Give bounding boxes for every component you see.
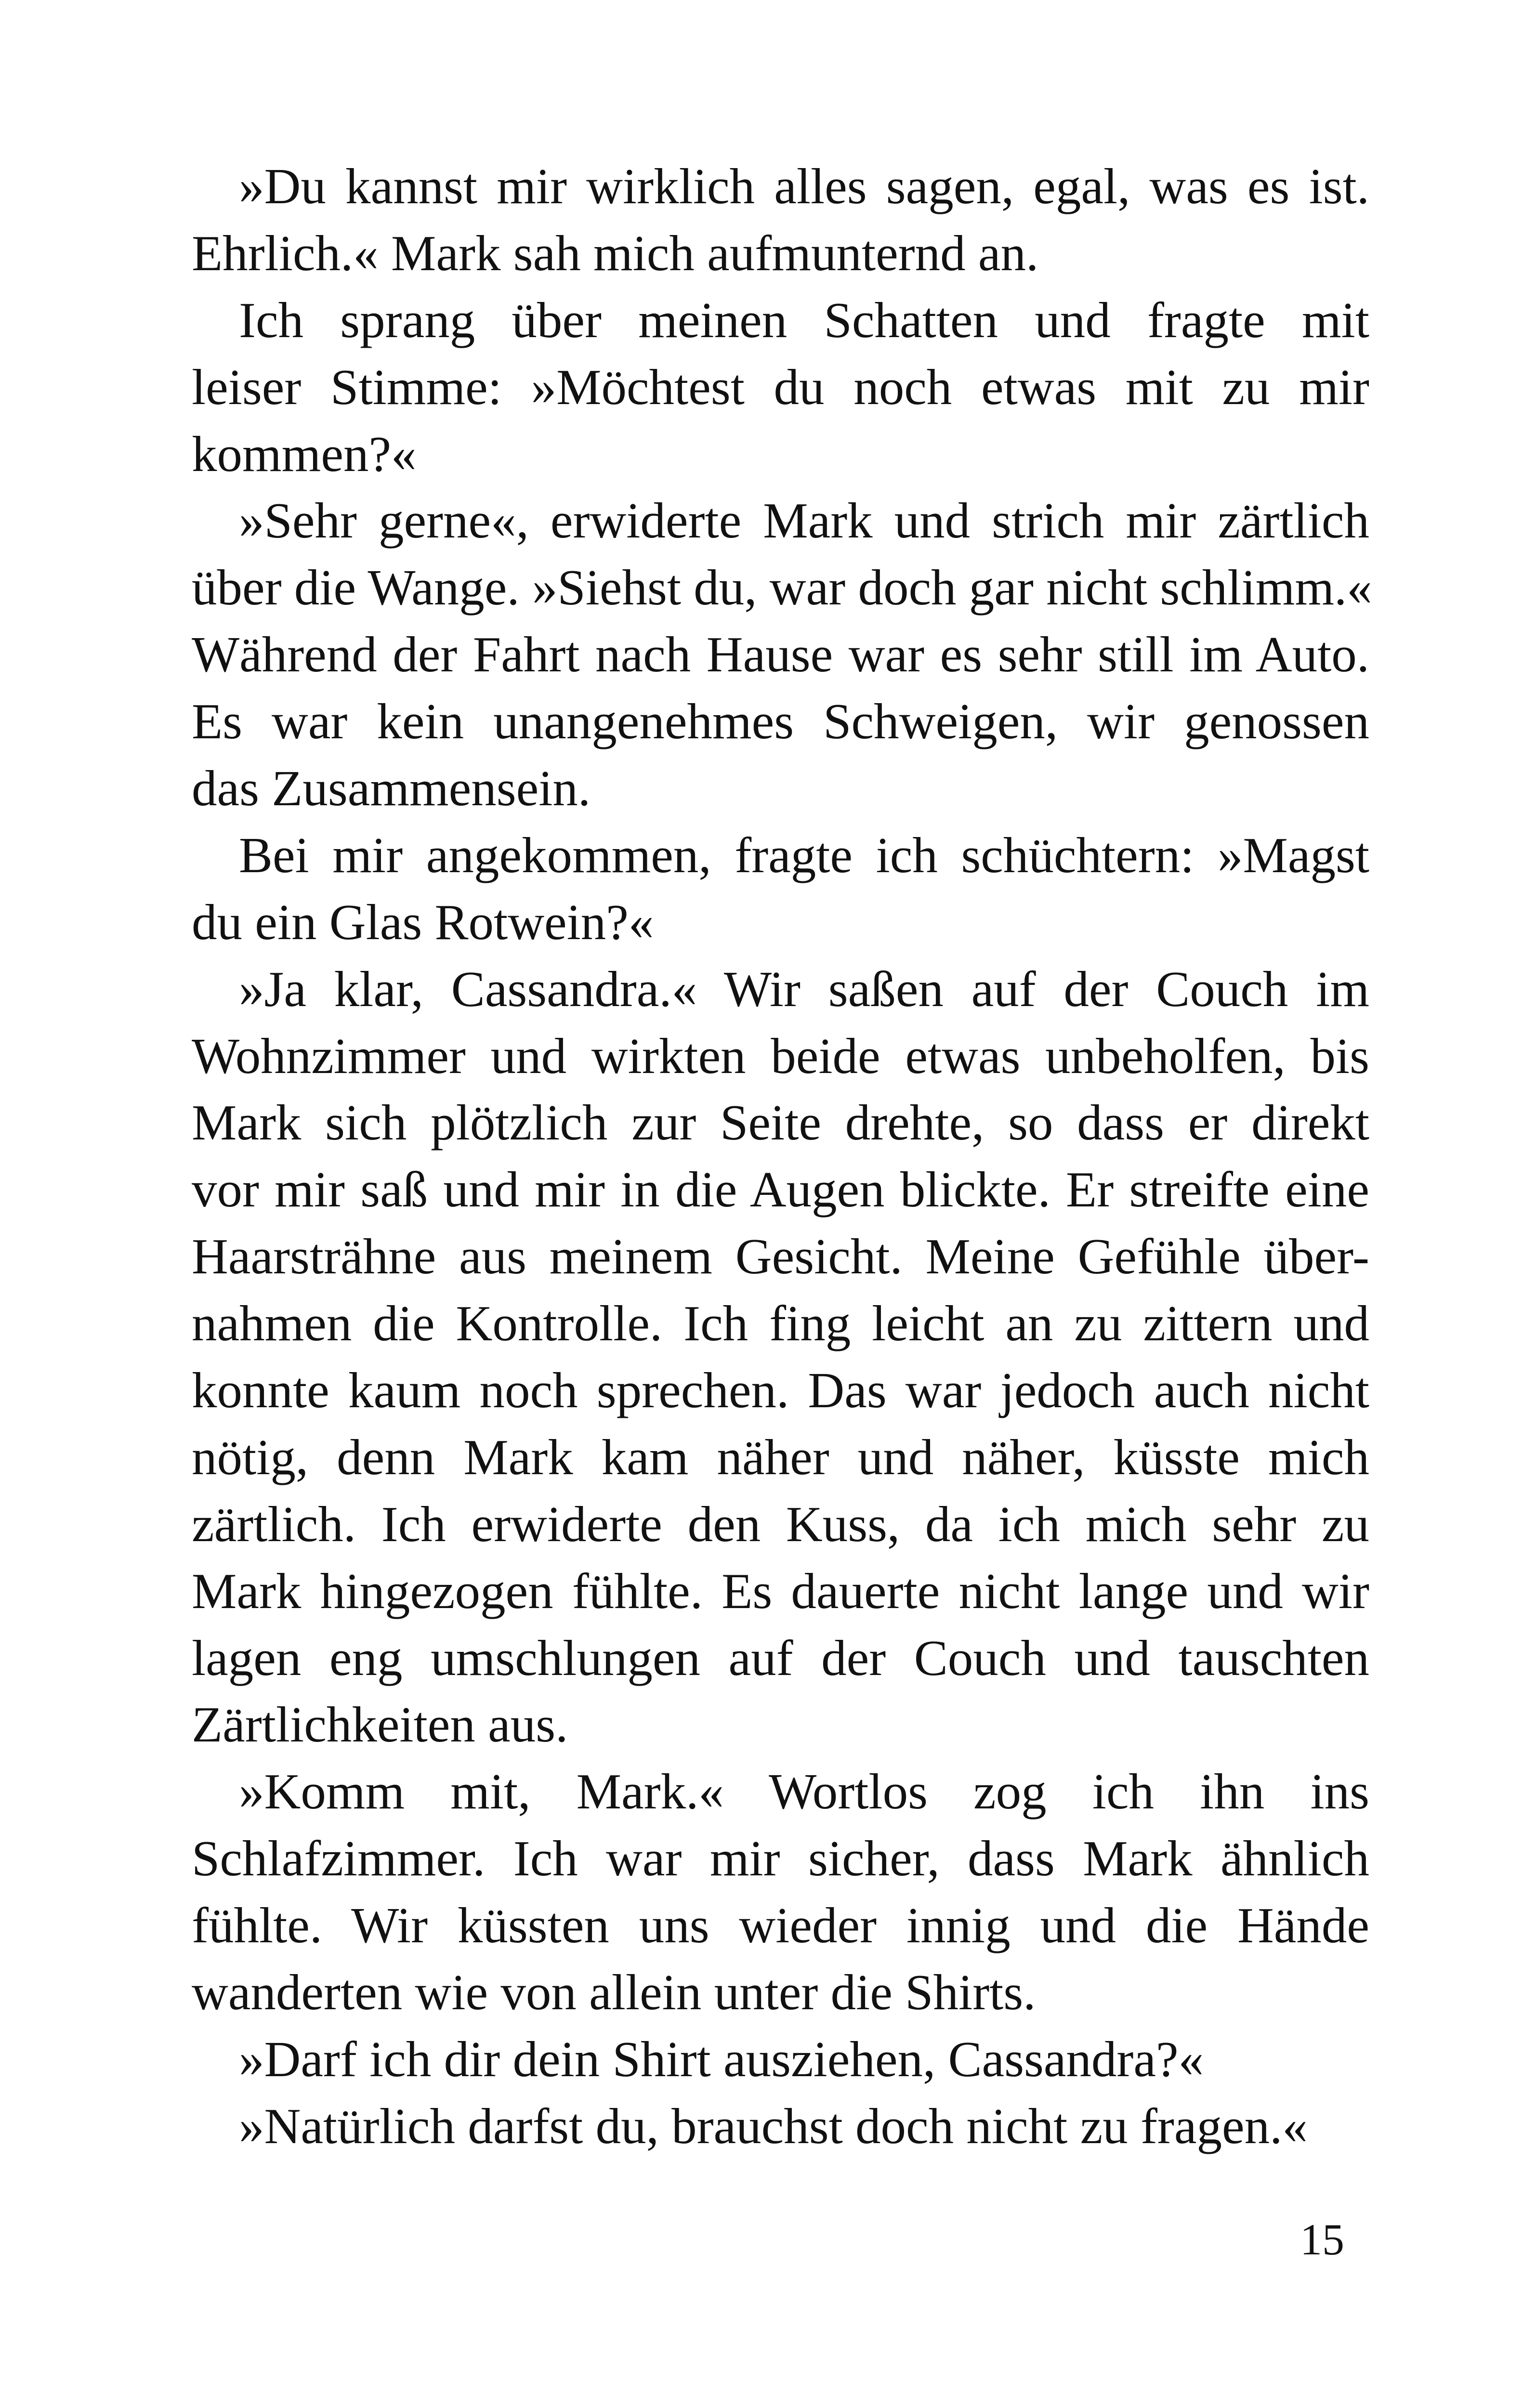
text-line: kommen?« xyxy=(192,425,417,482)
text-line: nahmen die Kontrolle. Ich fing leicht an zu zittern und xyxy=(192,1295,1369,1352)
text-line: fühlte. Wir küssten uns wieder innig und die Hände xyxy=(192,1897,1369,1954)
text-line: vor mir saß und mir in die Augen blickte. Er streifte eine xyxy=(192,1161,1369,1218)
text-line: leiser Stimme: »Möchtest du noch etwas mit zu mir xyxy=(192,358,1369,415)
text-line: Haarsträhne aus meinem Gesicht. Meine Gefühle über- xyxy=(192,1228,1369,1285)
text-line: Es war kein unangenehmes Schweigen, wir genossen xyxy=(192,693,1369,750)
text-line: »Komm mit, Mark.« Wortlos zog ich ihn ins xyxy=(239,1763,1369,1820)
body-text xyxy=(192,153,1372,2160)
text-line: das Zusammensein. xyxy=(192,760,591,817)
text-line: Schlafzimmer. Ich war mir sicher, dass Mark ähnlich xyxy=(192,1830,1369,1887)
text-line: »Du kannst mir wirklich alles sagen, egal, was es ist. xyxy=(239,158,1369,214)
text-line: du ein Glas Rotwein?« xyxy=(192,893,654,950)
text-line: »Natürlich darfst du, brauchst doch nicht zu fragen.« xyxy=(239,2097,1308,2154)
text-line: Wohnzimmer und wirkten beide etwas unbeholfen, bis xyxy=(192,1027,1369,1084)
text-line: »Darf ich dir dein Shirt ausziehen, Cassandra?« xyxy=(239,2030,1204,2087)
text-line: Ich sprang über meinen Schatten und fragte mit xyxy=(239,291,1369,348)
text-line: Zärtlichkeiten aus. xyxy=(192,1696,568,1753)
page-number: 15 xyxy=(1300,2215,1344,2264)
text-line: lagen eng umschlungen auf der Couch und tauschten xyxy=(192,1629,1369,1686)
text-line: wanderten wie von allein unter die Shirts. xyxy=(192,1964,1036,2021)
text-line: »Ja klar, Cassandra.« Wir saßen auf der Couch im xyxy=(239,960,1369,1017)
text-line: über die Wange. »Siehst du, war doch gar nicht schlimm.« xyxy=(192,559,1372,616)
text-line: »Sehr gerne«, erwiderte Mark und strich mir zärtlich xyxy=(239,492,1369,549)
text-line: nötig, denn Mark kam näher und näher, küsste mich xyxy=(192,1428,1369,1485)
text-line: Während der Fahrt nach Hause war es sehr still im Auto. xyxy=(192,626,1369,683)
text-line: Mark hingezogen fühlte. Es dauerte nicht lange und wir xyxy=(192,1562,1369,1619)
text-line: konnte kaum noch sprechen. Das war jedoch auch nicht xyxy=(192,1362,1369,1419)
text-line: Bei mir angekommen, fragte ich schüchtern: »Magst xyxy=(239,826,1369,883)
text-line: Ehrlich.« Mark sah mich aufmunternd an. xyxy=(192,224,1039,281)
text-line: zärtlich. Ich erwiderte den Kuss, da ich mich sehr zu xyxy=(192,1495,1369,1552)
text-line: Mark sich plötzlich zur Seite drehte, so dass er direkt xyxy=(192,1094,1369,1151)
